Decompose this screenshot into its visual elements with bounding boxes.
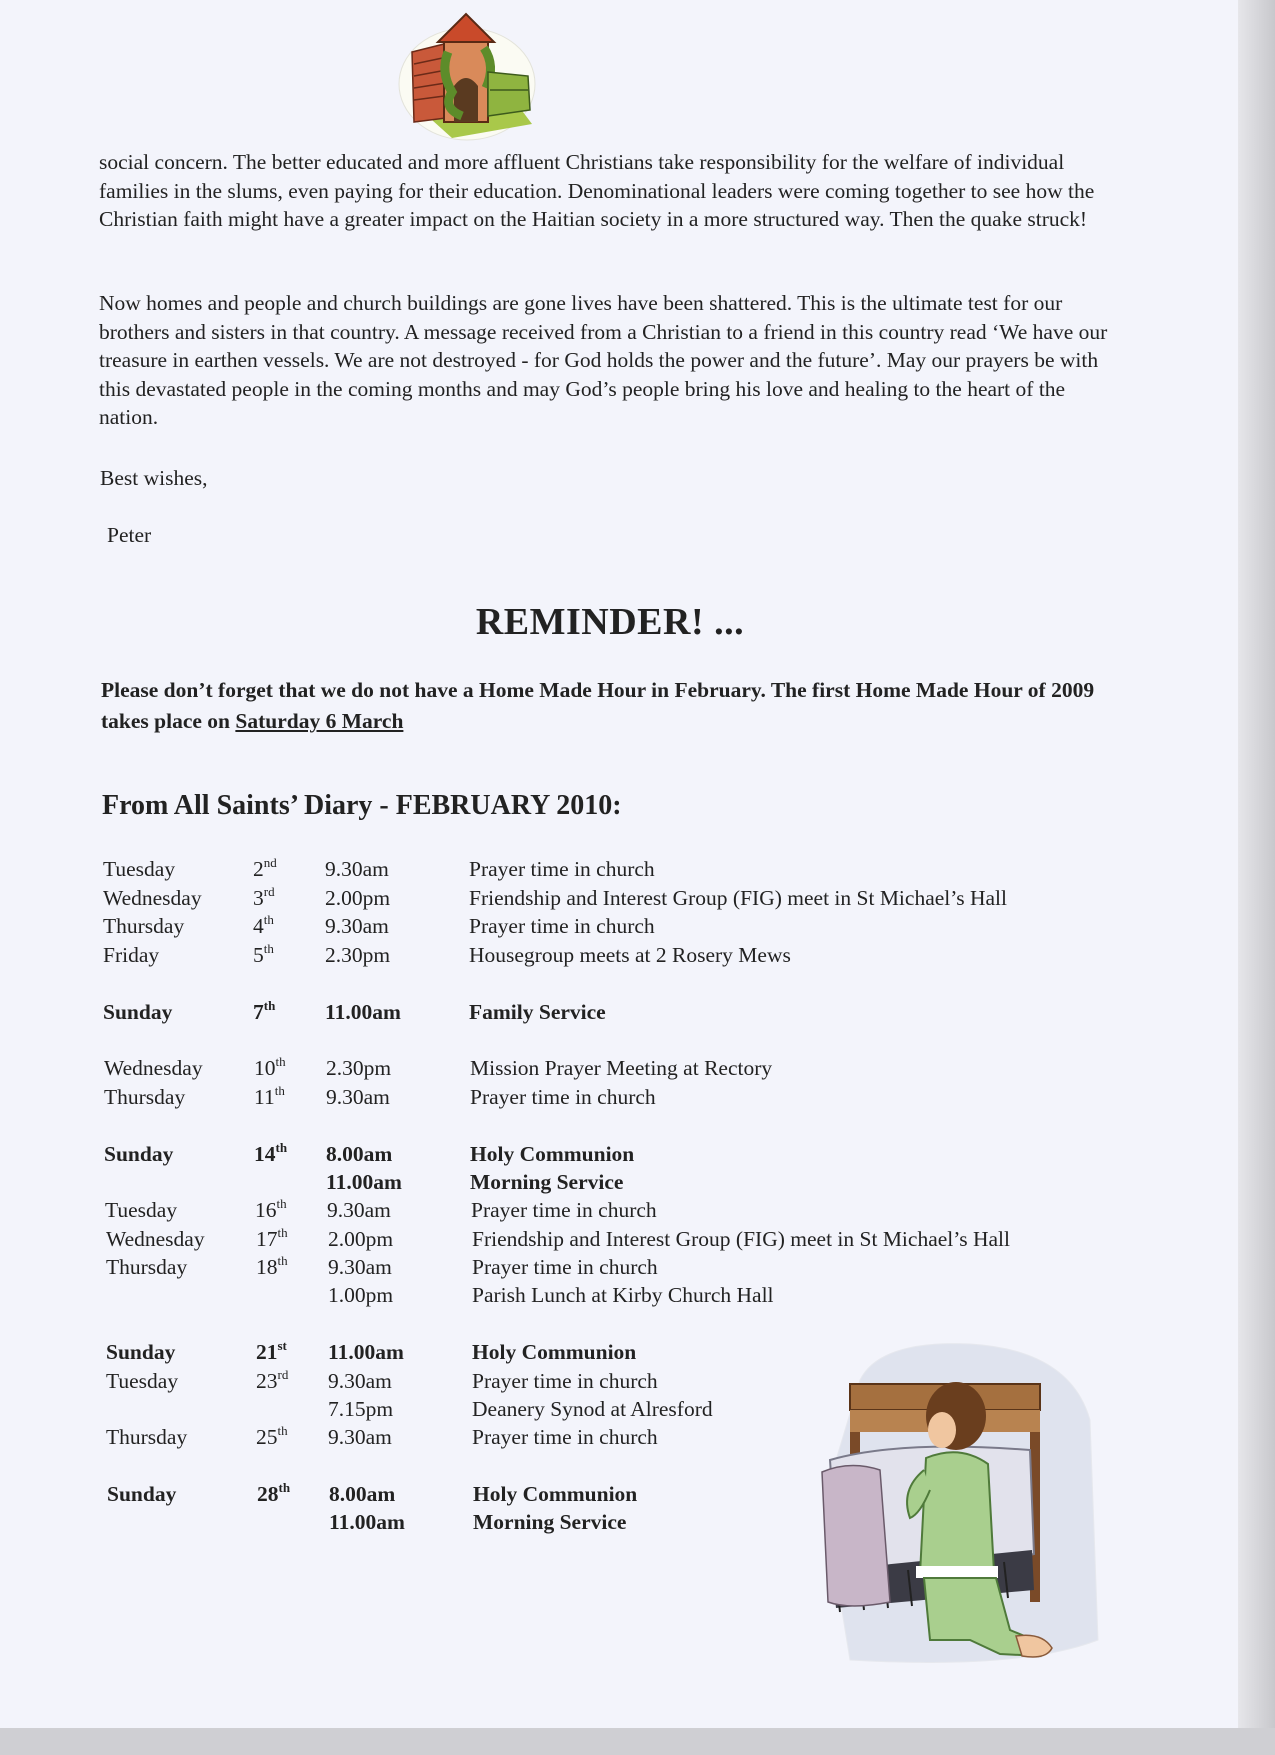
letter-paragraph-1: social concern. The better educated and more affluent Christians take responsibility for the welfare of individual families in the slums, even paying for their education. Denominational leaders were coming together to see how the Christian faith might have a greater impact on the Haitian society in a more structured way. Then the quake struck! xyxy=(99,150,1095,231)
diary-date: 10th xyxy=(254,1054,286,1080)
diary-event: Prayer time in church xyxy=(472,1255,658,1279)
diary-time: 11.00am xyxy=(326,1170,402,1194)
reminder-date: Saturday 6 March xyxy=(235,709,404,733)
diary-time: 2.00pm xyxy=(328,1227,394,1251)
diary-time: 11.00am xyxy=(325,1000,401,1024)
diary-event: Prayer time in church xyxy=(471,1198,657,1222)
diary-day: Friday xyxy=(103,943,160,967)
page-edge-shadow xyxy=(1238,0,1275,1755)
diary-date: 21st xyxy=(256,1338,287,1364)
reminder-text: Please don’t forget that we do not have a Home Made Hour in February. The first Home Made Hour of 2009 takes place on xyxy=(101,678,1095,733)
diary-date: 18th xyxy=(256,1253,288,1279)
diary-day: Thursday xyxy=(103,914,185,938)
diary-event: Family Service xyxy=(469,1000,606,1024)
diary-day: Thursday xyxy=(106,1425,188,1449)
diary-date-suffix: rd xyxy=(277,1367,289,1382)
diary-event: Deanery Synod at Alresford xyxy=(472,1397,713,1421)
diary-day: Sunday xyxy=(104,1142,174,1166)
diary-date-suffix: st xyxy=(277,1338,287,1353)
diary-event: Friendship and Interest Group (FIG) meet in St Michael’s Hall xyxy=(469,886,1007,910)
diary-date-suffix: th xyxy=(275,1140,288,1155)
diary-date-suffix: rd xyxy=(263,884,275,899)
diary-date: 23rd xyxy=(256,1367,289,1393)
diary-day: Wednesday xyxy=(103,886,202,910)
diary-day: Tuesday xyxy=(105,1198,178,1222)
page-bottom-edge xyxy=(0,1728,1275,1755)
diary-time: 9.30am xyxy=(326,1085,390,1109)
diary-time: 9.30am xyxy=(325,857,389,881)
diary-date-suffix: th xyxy=(276,1196,287,1211)
diary-day: Tuesday xyxy=(106,1369,179,1393)
diary-time: 9.30am xyxy=(328,1369,392,1393)
diary-date-suffix: th xyxy=(263,941,274,956)
diary-date-suffix: th xyxy=(263,912,274,927)
diary-date-suffix: th xyxy=(263,998,276,1013)
diary-day: Wednesday xyxy=(106,1227,205,1251)
diary-time: 11.00am xyxy=(329,1510,405,1534)
diary-event: Housegroup meets at 2 Rosery Mews xyxy=(469,943,791,967)
diary-date-suffix: th xyxy=(274,1083,285,1098)
diary-event: Prayer time in church xyxy=(470,1085,656,1109)
diary-date-suffix: th xyxy=(277,1253,288,1268)
diary-time: 9.30am xyxy=(328,1425,392,1449)
diary-date-suffix: th xyxy=(277,1225,288,1240)
diary-date: 16th xyxy=(255,1196,287,1222)
diary-event: Friendship and Interest Group (FIG) meet in St Michael’s Hall xyxy=(472,1227,1010,1251)
diary-event: Prayer time in church xyxy=(469,857,655,881)
diary-date-suffix: th xyxy=(278,1480,291,1495)
diary-event: Holy Communion xyxy=(470,1142,635,1166)
diary-time: 8.00am xyxy=(329,1482,396,1506)
diary-time: 7.15pm xyxy=(328,1397,394,1421)
diary-date-suffix: nd xyxy=(263,855,277,870)
diary-event: Prayer time in church xyxy=(472,1425,658,1449)
diary-date: 7th xyxy=(253,998,276,1024)
diary-event: Morning Service xyxy=(470,1170,624,1194)
diary-event: Prayer time in church xyxy=(469,914,655,938)
diary-day: Thursday xyxy=(104,1085,186,1109)
diary-event: Holy Communion xyxy=(473,1482,638,1506)
diary-time: 9.30am xyxy=(328,1255,392,1279)
diary-time: 9.30am xyxy=(325,914,389,938)
diary-time: 11.00am xyxy=(328,1340,404,1364)
diary-day: Sunday xyxy=(106,1340,176,1364)
diary-time: 1.00pm xyxy=(328,1283,394,1307)
diary-date: 2nd xyxy=(253,855,277,881)
diary-event: Prayer time in church xyxy=(472,1369,658,1393)
diary-date-suffix: th xyxy=(277,1423,288,1438)
diary-date: 5th xyxy=(253,941,274,967)
diary-time: 8.00am xyxy=(326,1142,393,1166)
diary-day: Tuesday xyxy=(103,857,176,881)
diary-event: Holy Communion xyxy=(472,1340,637,1364)
diary-event: Parish Lunch at Kirby Church Hall xyxy=(472,1283,774,1307)
diary-time: 2.30pm xyxy=(326,1056,392,1080)
diary-date: 4th xyxy=(253,912,274,938)
diary-time: 2.00pm xyxy=(325,886,391,910)
diary-time: 9.30am xyxy=(327,1198,391,1222)
reminder-title: REMINDER! ... xyxy=(475,601,745,643)
diary-date: 14th xyxy=(254,1140,288,1166)
letter-signature: Peter xyxy=(107,523,152,547)
diary-time: 2.30pm xyxy=(325,943,391,967)
diary-day: Wednesday xyxy=(104,1056,203,1080)
diary-date-suffix: th xyxy=(275,1054,286,1069)
letter-paragraph-2: Now homes and people and church buildings are gone lives have been shattered. This is the ultimate test for our brothers and sisters in that country. A message received from a Christian to a friend in this country read ‘We have our treasure in earthen vessels. We are not destroyed - for God holds the power and the future’. May our prayers be with this devastated people in the coming months and may God’s people bring his love and healing to the heart of the nation. xyxy=(99,291,1108,429)
diary-day: Sunday xyxy=(103,1000,173,1024)
diary-date: 28th xyxy=(257,1480,291,1506)
diary-title: From All Saints’ Diary - FEBRUARY 2010: xyxy=(102,790,622,821)
diary-event: Morning Service xyxy=(473,1510,627,1534)
diary-day: Sunday xyxy=(107,1482,177,1506)
letter-closing: Best wishes, xyxy=(100,466,208,490)
praying-child-icon xyxy=(820,1340,1102,1672)
diary-date: 25th xyxy=(256,1423,288,1449)
diary-day: Thursday xyxy=(106,1255,188,1279)
diary-event: Mission Prayer Meeting at Rectory xyxy=(470,1056,773,1080)
diary-date: 3rd xyxy=(253,884,275,910)
diary-date: 17th xyxy=(256,1225,288,1251)
diary-date: 11th xyxy=(254,1083,285,1109)
